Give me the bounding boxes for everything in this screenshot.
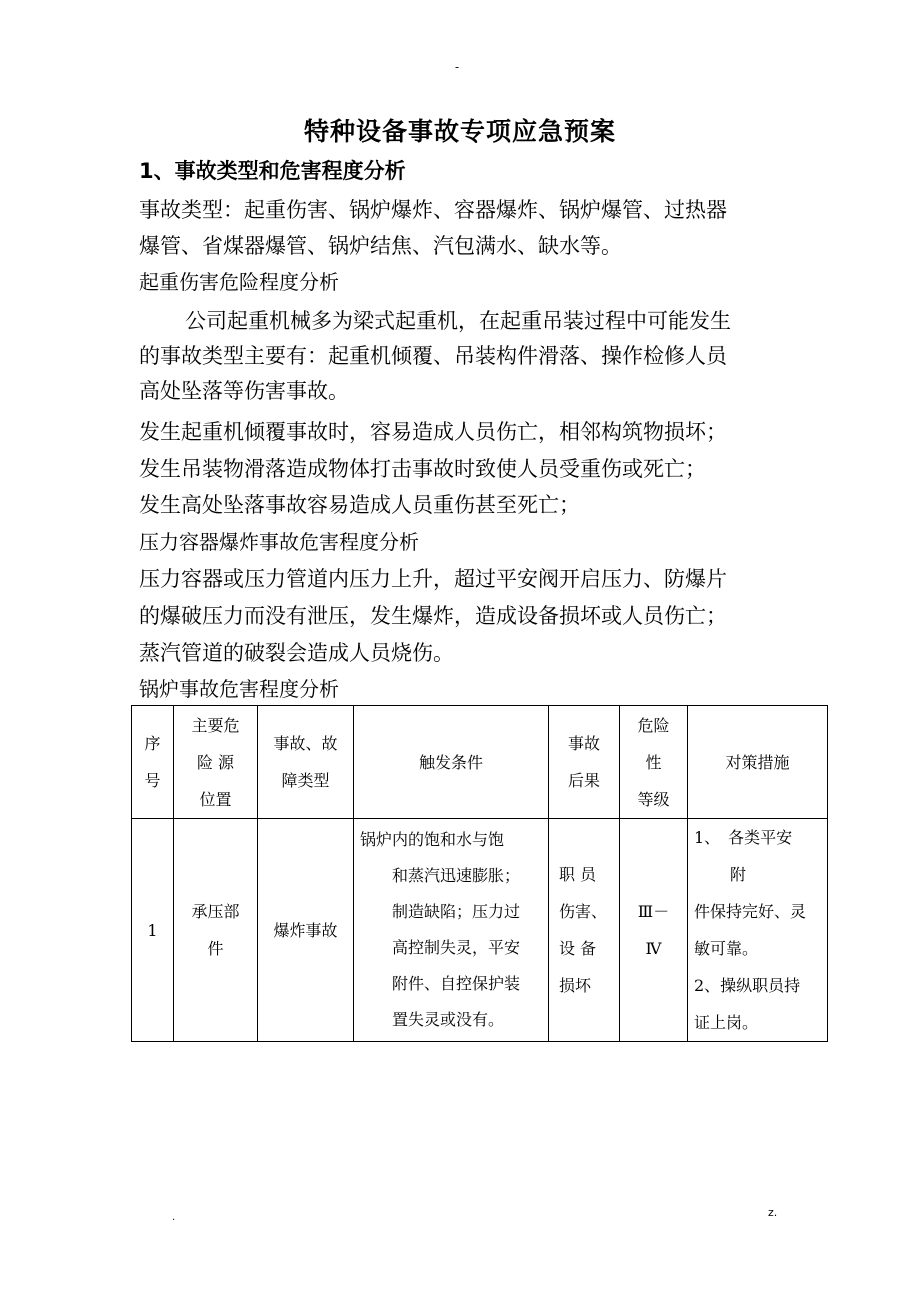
crane-case-line: 发生吊装物滑落造成物体打击事故时致使人员受重伤或死亡； bbox=[139, 457, 706, 481]
pressure-heading: 压力容器爆炸事故危害程度分析 bbox=[139, 530, 419, 554]
footer-mark-right: z. bbox=[768, 1206, 778, 1219]
cell-accident-type: 爆炸事故 bbox=[258, 819, 354, 1042]
accident-types-line: 事故类型：起重伤害、锅炉爆炸、容器爆炸、锅炉爆管、过热器 bbox=[139, 198, 727, 222]
crane-heading: 起重伤害危险程度分析 bbox=[139, 270, 339, 294]
header-result: 事故 后果 bbox=[549, 706, 620, 819]
cell-measures: 1、 各类平安 附 件保持完好、灵 敏可靠。 2、操纵职员持 证上岗。 bbox=[688, 819, 828, 1042]
cell-seq: 1 bbox=[132, 819, 174, 1042]
page-title: 特种设备事故专项应急预案 bbox=[303, 117, 616, 146]
crane-case-line: 发生起重机倾覆事故时，容易造成人员伤亡，相邻构筑物损坏； bbox=[139, 420, 727, 444]
header-trigger: 触发条件 bbox=[354, 706, 549, 819]
footer-mark-left: . bbox=[172, 1212, 176, 1223]
crane-paragraph-line: 公司起重机械多为梁式起重机，在起重吊装过程中可能发生 bbox=[185, 309, 731, 333]
cell-result: 职 员 伤害、 设 备 损坏 bbox=[549, 819, 620, 1042]
header-accident-type: 事故、故 障类型 bbox=[258, 706, 354, 819]
header-mark: - bbox=[455, 60, 460, 74]
cell-hazard-source: 承压部 件 bbox=[174, 819, 258, 1042]
crane-paragraph-line: 高处坠落等伤害事故。 bbox=[139, 379, 349, 403]
boiler-risk-table bbox=[131, 705, 828, 1042]
pressure-paragraph-line: 蒸汽管道的破裂会造成人员烧伤。 bbox=[139, 641, 454, 665]
pressure-paragraph-line: 压力容器或压力管道内压力上升，超过平安阀开启压力、防爆片 bbox=[139, 567, 727, 591]
crane-paragraph-line: 的事故类型主要有：起重机倾覆、吊装构件滑落、操作检修人员 bbox=[139, 344, 727, 368]
header-risk-level: 危险 性 等级 bbox=[620, 706, 688, 819]
header-seq: 序 号 bbox=[132, 706, 174, 819]
cell-trigger: 锅炉内的饱和水与饱 和蒸汽迅速膨胀； 制造缺陷；压力过 高控制失灵，平安 附件、自控保护装 置失灵或没有。 bbox=[354, 819, 549, 1042]
table-row bbox=[132, 819, 828, 1042]
crane-case-line: 发生高处坠落事故容易造成人员重伤甚至死亡； bbox=[139, 493, 580, 517]
section-heading: 1、事故类型和危害程度分析 bbox=[139, 159, 406, 183]
table-header-row bbox=[132, 706, 828, 819]
header-hazard-source: 主要危 险 源 位置 bbox=[174, 706, 258, 819]
accident-types-line: 爆管、省煤器爆管、锅炉结焦、汽包满水、缺水等。 bbox=[139, 234, 622, 258]
cell-risk-level: Ⅲ－ Ⅳ bbox=[620, 819, 688, 1042]
boiler-heading: 锅炉事故危害程度分析 bbox=[139, 677, 339, 701]
pressure-paragraph-line: 的爆破压力而没有泄压，发生爆炸，造成设备损坏或人员伤亡； bbox=[139, 604, 727, 628]
header-measures: 对策措施 bbox=[688, 706, 828, 819]
